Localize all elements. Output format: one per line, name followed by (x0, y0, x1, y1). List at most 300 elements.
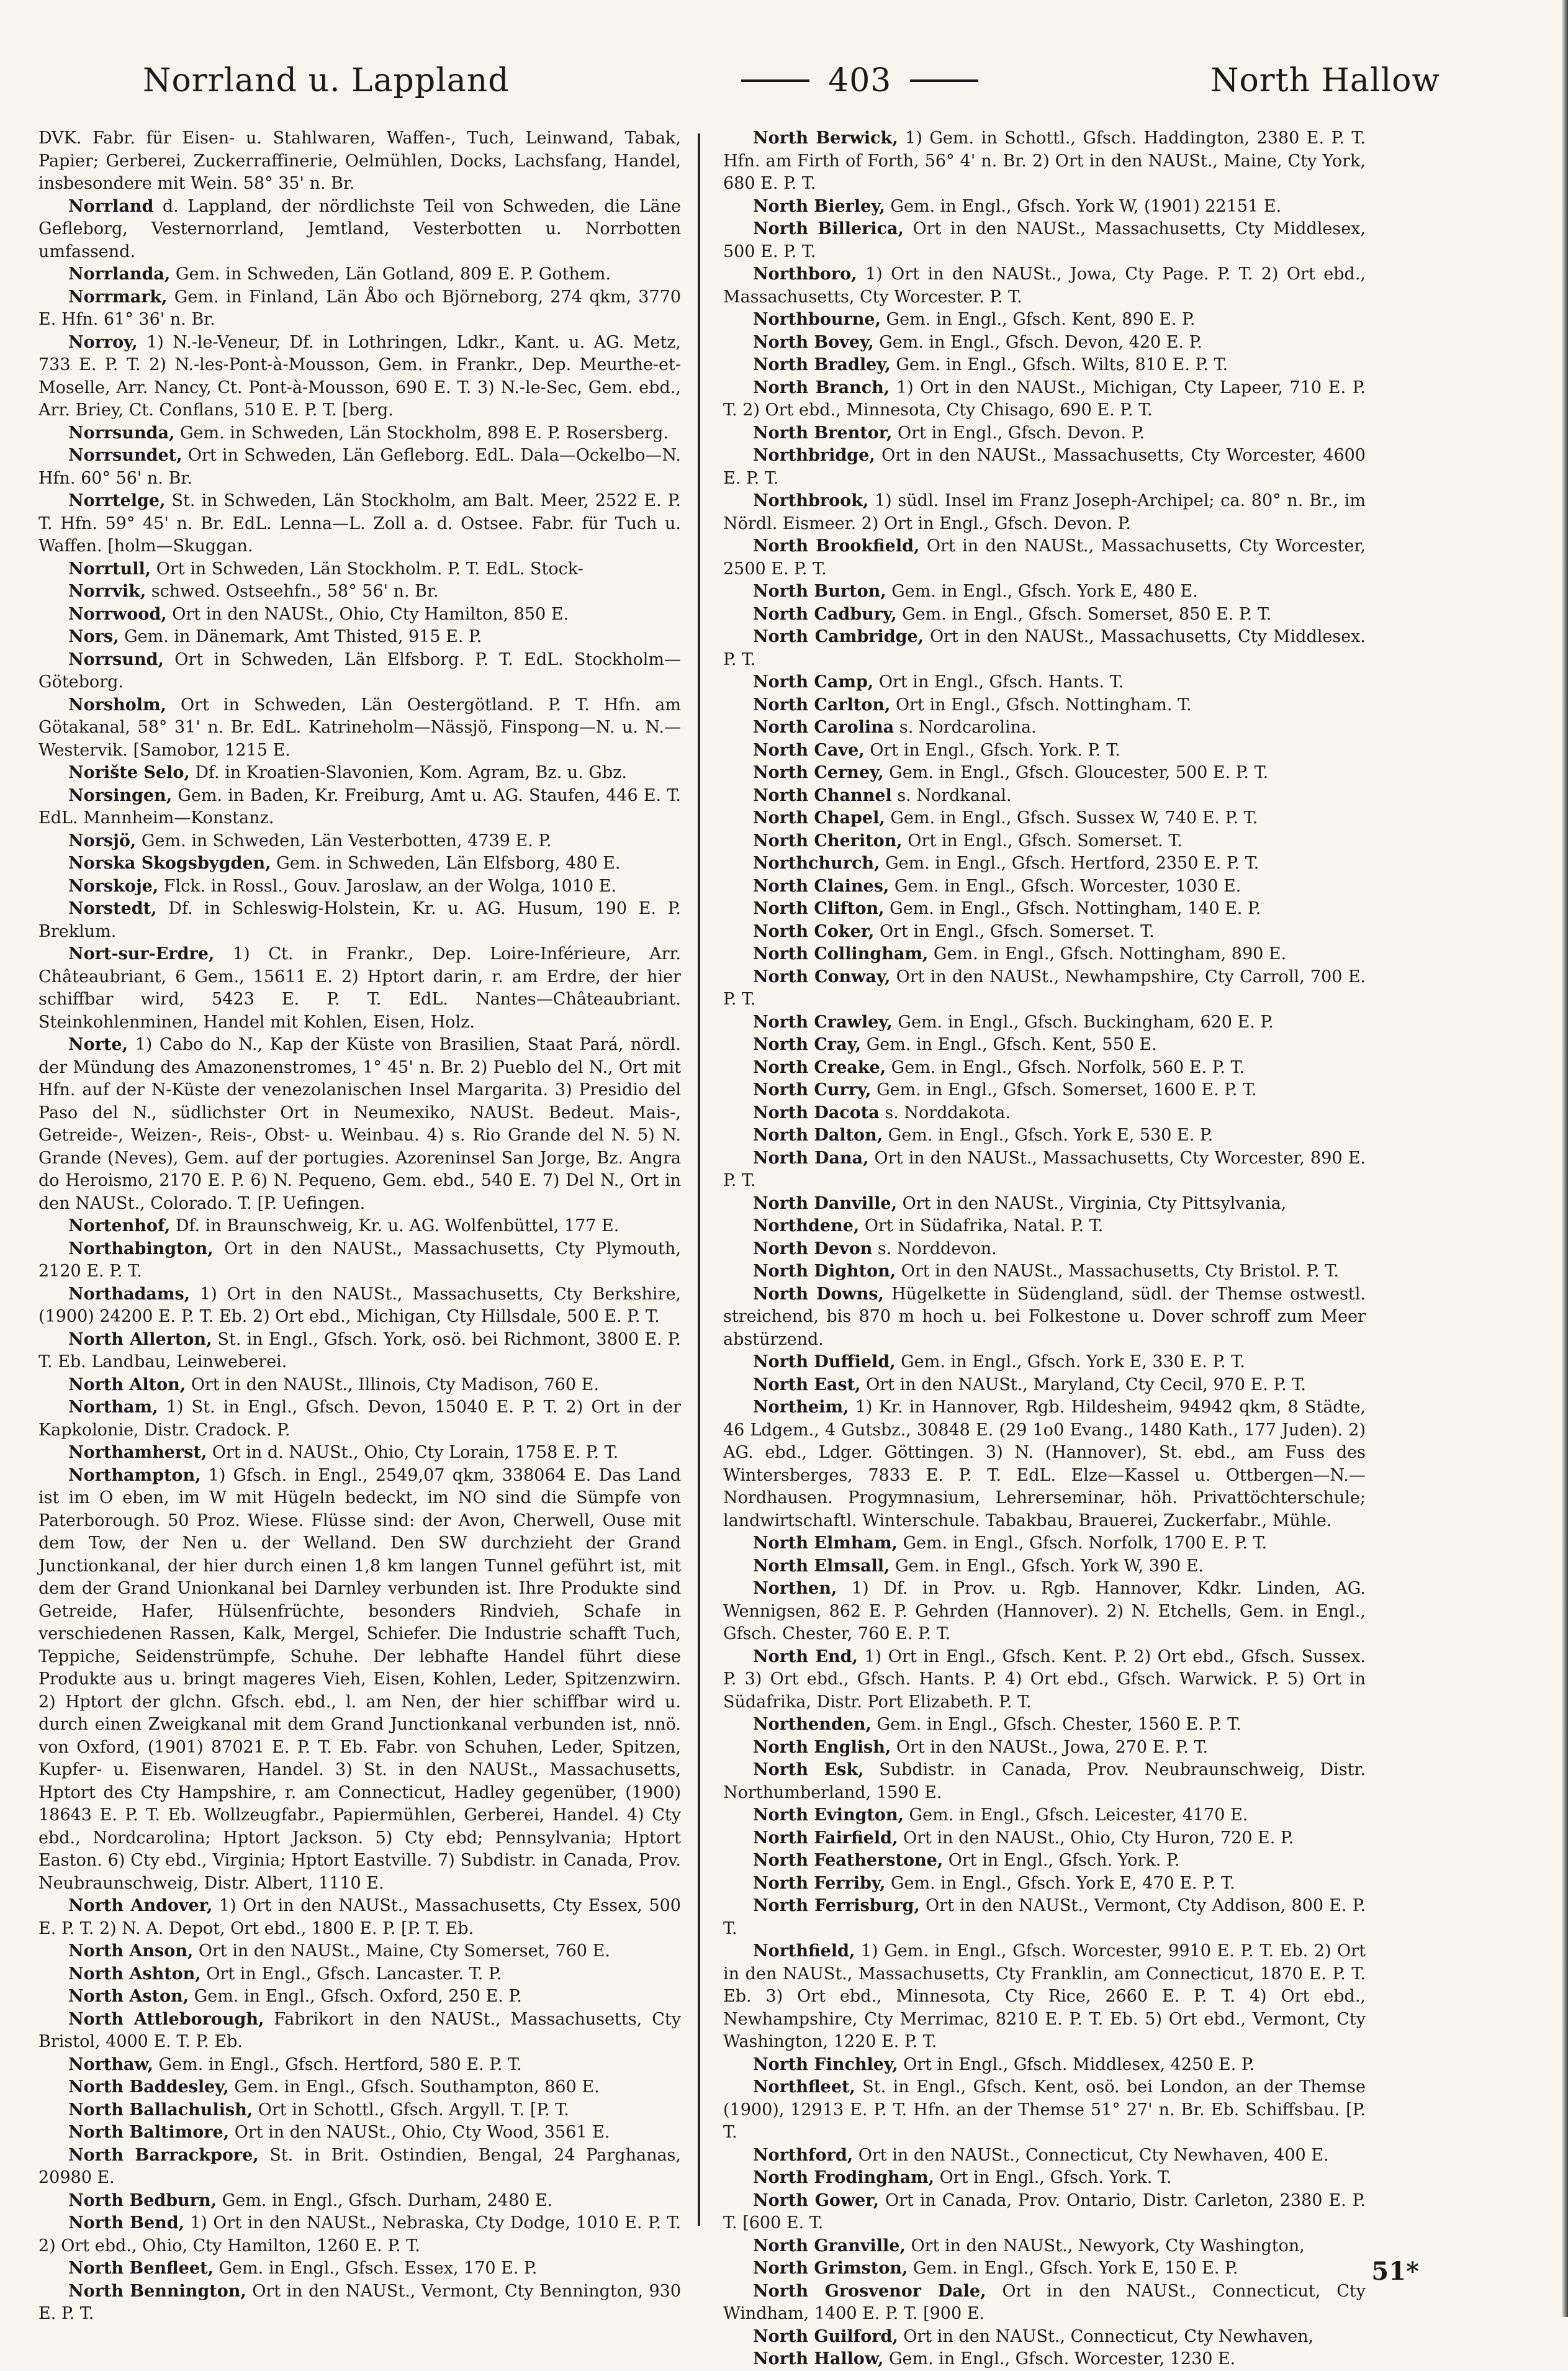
dictionary-entry (723, 1827, 1366, 1850)
dictionary-entry (723, 1011, 1366, 1034)
entry-text: Gem. in Engl., Gfsch. Norfolk, 1700 E. P. T. (897, 1533, 1268, 1553)
entry-headword: Norstedt, (68, 899, 157, 918)
dictionary-entry (723, 309, 1366, 332)
entry-text: Ort in Engl., Gfsch. Nottingham. T. (890, 695, 1192, 715)
entry-text: Gem. in Engl., Gfsch. Sussex W, 740 E. P. T. (885, 808, 1258, 828)
entry-text: Gem. in Engl., Gfsch. Hertford, 580 E. P. T. (153, 2054, 522, 2074)
entry-headword: Northeim, (753, 1398, 849, 1417)
dictionary-entry (723, 580, 1366, 603)
entry-headword: Northamherst, (68, 1443, 207, 1462)
entry-text: 1) Ort in den NAUSt., Massachusetts, Cty Essex, 500 E. P. T. 2) N. A. Depot, Ort ebd., 1800 E. P. [P. T. Eb. (38, 1896, 681, 1938)
dictionary-entry (38, 332, 681, 422)
entry-text: Ort in den NAUSt., Virginia, Cty Pittsylvania, (897, 1193, 1287, 1213)
entry-text: Ort in Engl., Gfsch. York. P. (943, 1851, 1180, 1870)
dictionary-entry (723, 2348, 1366, 2371)
entry-headword: North English, (753, 1737, 891, 1757)
entry-headword: North Dacota (753, 1103, 880, 1122)
entry-text: Ort in den NAUSt., Massachusetts, Cty Middlesex, 500 E. P. T. (723, 219, 1366, 261)
entry-headword: North Berwick, (753, 129, 898, 148)
dictionary-entry (38, 830, 681, 853)
dictionary-entry (723, 921, 1366, 944)
entry-text: Ort in Engl., Gfsch. Somerset. T. (902, 831, 1183, 851)
entry-headword: North Brookfield, (753, 536, 920, 556)
dictionary-entry (723, 1646, 1366, 1714)
entry-headword: North Cambridge, (753, 627, 924, 646)
dictionary-entry (723, 1578, 1366, 1646)
entry-text: Gem. in Engl., Gfsch. York E, 470 E. P. T. (885, 1873, 1235, 1893)
sheet-signature: 51* (1371, 2257, 1419, 2286)
entry-headword: Northabington, (68, 1239, 214, 1258)
dictionary-entry (38, 852, 681, 875)
dictionary-entry (723, 898, 1366, 921)
entry-headword: Northampton, (68, 1465, 201, 1485)
dictionary-entry (723, 694, 1366, 717)
entry-headword: North Baddesley, (68, 2077, 229, 2097)
dictionary-entry (38, 2054, 681, 2077)
entry-headword: North Crawley, (753, 1012, 893, 1032)
dictionary-entry (723, 830, 1366, 853)
dictionary-entry (38, 1963, 681, 1986)
entry-headword: North Downs, (753, 1284, 884, 1304)
entry-headword: North Featherstone, (753, 1851, 944, 1870)
entry-text: Gem. in Engl., Gfsch. Worcester, 1030 E. (889, 876, 1241, 896)
entry-text: schwed. Ostseehfn., 58° 56' n. Br. (146, 582, 439, 601)
entry-text: Ort in Engl., Gfsch. Hants. T. (873, 672, 1124, 692)
entry-text: Ort in Schweden, Län Elfsborg. P. T. EdL. Stockholm—Göteborg. (38, 649, 681, 692)
dictionary-entry (38, 2121, 681, 2144)
dictionary-entry (723, 716, 1366, 739)
dictionary-entry (723, 2326, 1366, 2349)
entry-text: Ort in den NAUSt., Vermont, Cty Addison, 800 E. P. T. (723, 1896, 1366, 1938)
dictionary-entry (723, 785, 1366, 808)
entry-text: 1) Ort in den NAUSt., Jowa, Cty Page. P. T. 2) Ort ebd., Massachusetts, Cty Worcester. P. T. (723, 264, 1366, 307)
page-header (143, 53, 1440, 109)
entry-headword: North Collingham, (753, 944, 929, 964)
dictionary-entry (723, 2280, 1366, 2326)
entry-text: s. Norddakota. (879, 1103, 1011, 1122)
header-center (723, 62, 997, 99)
dictionary-entry (723, 1895, 1366, 1940)
entry-text: Ort in Schweden, Län Gefleborg. EdL. Dala—Ockelbo—N. Hfn. 60° 56' n. Br. (38, 446, 681, 488)
entry-headword: North Coker, (753, 921, 875, 941)
dictionary-entry (38, 2076, 681, 2099)
entry-text: Gem. in Schweden, Län Gotland, 809 E. P. Gothem. (170, 264, 611, 284)
dictionary-entry (723, 1260, 1366, 1283)
entry-headword: Northen, (753, 1579, 837, 1598)
entry-text: Gem. in Dänemark, Amt Thisted, 915 E. P. (119, 627, 482, 646)
entry-headword: North Duffield, (753, 1352, 896, 1371)
dictionary-entry (723, 1079, 1366, 1102)
dictionary-entry (723, 875, 1366, 898)
header-dash-left (741, 79, 809, 82)
entry-headword: North Frodingham, (753, 2168, 935, 2187)
dictionary-entry (38, 1396, 681, 1442)
entry-text: Ort in Engl., Gfsch. Middlesex, 4250 E. P. (898, 2054, 1255, 2074)
column-divider (698, 133, 700, 2226)
dictionary-entry (723, 2257, 1366, 2280)
entry-text: Ort in den NAUSt., Ohio, Cty Hamilton, 850 E. (166, 604, 569, 624)
entry-headword: North Devon (753, 1239, 873, 1258)
entry-headword: North Guilford, (753, 2326, 898, 2346)
entry-text: Gem. in Engl., Gfsch. York E, 480 E. (886, 582, 1198, 601)
entry-text: Df. in Braunschweig, Kr. u. AG. Wolfenbüttel, 177 E. (170, 1216, 620, 1235)
entry-headword: North Allerton, (68, 1329, 212, 1349)
entry-headword: North Aston, (68, 1987, 189, 2006)
entry-headword: North Brentor, (753, 423, 893, 443)
dictionary-entry (723, 603, 1366, 626)
entry-headword: North Bend, (68, 2213, 185, 2233)
dictionary-entry (38, 2257, 681, 2280)
entry-text: Ort in den NAUSt., Massachusetts, Cty Worcester, 2500 E. P. T. (723, 536, 1366, 579)
entry-text: Gem. in Engl., Gfsch. Kent, 890 E. P. (880, 310, 1196, 329)
entry-text: Gem. in Engl., Gfsch. York W, 390 E. (890, 1556, 1204, 1576)
entry-text: Gem. in Engl., Gfsch. Norfolk, 560 E. P. T. (886, 1057, 1245, 1077)
entry-text: Ort in den NAUSt., Massachusetts, Cty Middlesex. P. T. (723, 627, 1366, 669)
dictionary-entry (38, 2212, 681, 2257)
entry-headword: Northdene, (753, 1216, 860, 1235)
entry-text: Gem. in Engl., Gfsch. Durham, 2480 E. (217, 2190, 553, 2210)
entry-text: St. in Brit. Ostindien, Bengal, 24 Parghanas, 20980 E. (38, 2145, 681, 2187)
dictionary-entry (723, 1034, 1366, 1057)
entry-headword: North Grosvenor Dale, (753, 2281, 986, 2301)
entry-text: Gem. in Engl., Gfsch. Hertford, 2350 E. P. T. (880, 854, 1259, 873)
entry-text: Ort in Canada, Prov. Ontario, Distr. Carleton, 2380 E. P. T. [600 E. T. (723, 2190, 1366, 2233)
entry-text: Ort in den NAUSt., Illinois, Cty Madison, 760 E. (186, 1375, 599, 1394)
entry-text: Ort in Engl., Gfsch. Lancaster. T. P. (201, 1964, 502, 1984)
entry-text: Subdistr. in Canada, Prov. Neubraunschweig, Distr. Northumberland, 1590 E. (723, 1760, 1366, 1802)
entry-headword: Norrmark, (68, 287, 168, 307)
entry-headword: Norište Selo, (68, 763, 190, 782)
entry-headword: North End, (753, 1646, 858, 1666)
entry-headword: Norrtull, (68, 559, 151, 579)
entry-text: Gem. in Engl., Gfsch. Devon, 420 E. P. (873, 332, 1202, 352)
dictionary-entry (38, 1329, 681, 1374)
entry-headword: North Billerica, (753, 219, 904, 238)
dictionary-entry (723, 966, 1366, 1011)
entry-headword: North Attleborough, (68, 2009, 264, 2029)
entry-text: 1) Ort in Engl., Gfsch. Kent. P. 2) Ort ebd., Gfsch. Sussex. P. 3) Ort ebd., Gfsch. Hants. P. 4) Ort ebd., Gfsch. Warwick. P. 5) Ort in Südafrika, Distr. Port Elizabeth. P. T. (723, 1646, 1366, 1712)
entry-text: Ort in den NAUSt., Massachusetts, Cty Worcester, 890 E. P. T. (723, 1148, 1366, 1190)
entry-text: Ort in Engl., Gfsch. York. P. T. (864, 740, 1120, 760)
dictionary-entry (38, 603, 681, 626)
dictionary-entry (723, 1193, 1366, 1216)
dictionary-entry (38, 1034, 681, 1215)
dictionary-entry (723, 127, 1366, 196)
entry-text: Ort in den NAUSt., Maine, Cty Somerset, 760 E. (193, 1941, 610, 1961)
entry-text: Ort in den NAUSt., Ohio, Cty Huron, 720 E. P. (898, 1828, 1294, 1848)
entry-text: Gem. in Schweden, Län Vesterbotten, 4739 E. P. (136, 831, 552, 851)
entry-headword: North Bedburn, (68, 2190, 217, 2210)
entry-headword: North Camp, (753, 672, 874, 692)
entry-text: Df. in Schleswig-Holstein, Kr. u. AG. Husum, 190 E. P. Breklum. (38, 899, 681, 941)
entry-headword: Norrsunda, (68, 423, 175, 443)
entry-headword: North Burton, (753, 582, 886, 601)
dictionary-entry (723, 943, 1366, 966)
dictionary-entry (723, 1532, 1366, 1555)
entry-headword: Norrsund, (68, 649, 164, 669)
entry-text: 1) N.-le-Veneur, Df. in Lothringen, Ldkr., Kant. u. AG. Metz, 733 E. P. T. 2) N.-les-Pont-à-Mousson, Gem. in Frankr., Dep. Meurthe-et-Moselle, Arr. Nancy, Ct. Pont-à-Mousson, 690 E. T. 3) N.-le-Sec, Gem. ebd., Arr. Briey, Ct. Conflans, 510 E. P. T. [berg. (38, 332, 681, 420)
dictionary-entry (723, 762, 1366, 785)
dictionary-entry (38, 898, 681, 943)
entry-text: Ort in Engl., Gfsch. York. T. (934, 2168, 1172, 2187)
entry-text: 1) Cabo do N., Kap der Küste von Brasilien, Staat Pará, nördl. der Mündung des Amazonenstromes, 1° 45' n. Br. 2) Pueblo del N., Ort mit Hfn. auf der N-Küste der venezolanischen Insel Margarita. 3) Presidio del Paso del N., südlichster Ort in Neumexiko, NAUSt. Bedeut. Mais-, Getreide-, Weizen-, Reis-, Obst- u. Weinbau. 4) s. Rio Grande del N. 5) N. Grande (Neves), Gem. auf der portugies. Azoreninsel San Jorge, Bz. Angra do Heroismo, 2170 E. P. 6) N. Pequeno, Gem. ebd., 540 E. 7) Del N., Ort in den NAUSt., Colorado. T. [P. Uefingen. (38, 1035, 681, 1213)
dictionary-entry (723, 354, 1366, 377)
dictionary-entry (38, 1985, 681, 2008)
dictionary-entry (723, 445, 1366, 490)
dictionary-entry (723, 218, 1366, 263)
entry-text: 1) südl. Insel im Franz Joseph-Archipel; ca. 80° n. Br., im Nördl. Eismeer. 2) Ort in Engl., Gfsch. Devon. P. (723, 491, 1366, 533)
entry-text: Ort in den NAUSt., Newhampshire, Cty Carroll, 700 E. P. T. (723, 967, 1366, 1009)
dictionary-entry (723, 2235, 1366, 2258)
dictionary-entry (723, 852, 1366, 875)
dictionary-entry (723, 1804, 1366, 1827)
entry-headword: North Creake, (753, 1057, 886, 1077)
entry-headword: North Bovey, (753, 332, 874, 352)
dictionary-entry (38, 649, 681, 694)
entry-headword: Northbourne, (753, 310, 881, 329)
entry-headword: Nors, (68, 627, 119, 646)
entry-headword: North Barrackpore, (68, 2145, 259, 2165)
entry-headword: North Conway, (753, 967, 891, 987)
dictionary-entry (38, 490, 681, 558)
dictionary-entry (38, 943, 681, 1034)
entry-headword: North Dighton, (753, 1262, 896, 1281)
entry-text: 1) Ort in den NAUSt., Michigan, Cty Lapeer, 710 E. P. T. 2) Ort ebd., Minnesota, Cty Chisago, 690 E. P. T. (723, 377, 1366, 420)
page-edge (1562, 0, 1568, 2317)
dictionary-entry (38, 263, 681, 286)
entry-headword: North Fairfield, (753, 1828, 898, 1848)
entry-headword: Norrsundet, (68, 446, 182, 465)
entry-text: Ort in den NAUSt., Massachusetts, Cty Worcester, 4600 E. P. T. (723, 446, 1366, 488)
entry-text: Gem. in Engl., Gfsch. York E, 330 E. P. T. (895, 1352, 1245, 1371)
dictionary-entry (723, 1555, 1366, 1578)
dictionary-entry (38, 762, 681, 785)
entry-text: Gem. in Engl., Gfsch. Oxford, 250 E. P. (189, 1987, 522, 2006)
entry-headword: Northford, (753, 2145, 854, 2165)
dictionary-entry (723, 490, 1366, 535)
entry-headword: Norroy, (68, 332, 138, 352)
entry-text: Flck. in Rossl., Gouv. Jaroslaw, an der Wolga, 1010 E. (158, 876, 617, 896)
entry-text: 1) Ort in den NAUSt., Massachusetts, Cty Berkshire, (1900) 24200 E. P. T. Eb. 2) Ort ebd., Michigan, Cty Hillsdale, 500 E. P. T. (38, 1284, 681, 1326)
dictionary-entry (723, 263, 1366, 309)
left-column (38, 127, 682, 2323)
entry-text: Ort in den NAUSt., Connecticut, Cty Newhaven, 400 E. (853, 2145, 1329, 2165)
dictionary-entry (723, 1736, 1366, 1759)
entry-text: St. in Engl., Gfsch. York, osö. bei Richmont, 3800 E. P. T. Eb. Landbau, Leinweberei. (38, 1329, 681, 1371)
entry-headword: Norsjö, (68, 831, 137, 851)
entry-text: Ort in den NAUSt., Ohio, Cty Wood, 3561 E. (229, 2123, 610, 2142)
entry-headword: Norsholm, (68, 695, 166, 715)
dictionary-entry (38, 1374, 681, 1397)
entry-text: 1) Ort in den NAUSt., Nebraska, Cty Dodge, 1010 E. P. T. 2) Ort ebd., Ohio, Cty Hamilton, 1260 E. P. T. (38, 2213, 681, 2256)
entry-text: Gem. in Schweden, Län Stockholm, 898 E. P. Rosersberg. (174, 423, 669, 443)
entry-headword: Nortenhof, (68, 1216, 171, 1235)
entry-text: Ort in den NAUSt., Vermont, Cty Bennington, 930 E. P. T. (38, 2281, 682, 2323)
entry-text: 1) Gfsch. in Engl., 2549,07 qkm, 338064 E. Das Land ist im O eben, im W mit Hügeln bedeckt, im NO sind die Sümpfe von Paterborough. 50 Proz. Wiese. Flüsse sind: der Avon, Cherwell, Ouse mit dem Tow, der Nen u. der Welland. Den SW durchzieht der Grand Junctionkanal, der hier durch einen 1,8 km langen Tunnel geführt ist, mit dem der Grand Unionkanal bei Darnley verbunden ist. Ihre Produkte sind Getreide, Hafer, Hülsenfrüchte, besonders Rindvieh, Schafe in verschiedenen Rassen, Kalk, Mergel, Schiefer. Die Industrie schafft Tuch, Teppiche, Seidenstrümpfe, Schuhe. Der lebhafte Handel führt diese Produkte aus u. bringt mageres Vieh, Eisen, Kohlen, Leder, Spitzenzwirn. 2) Hptort der glchn. Gfsch. ebd., l. am Nen, der hier schiffbar wird u. durch einen Zweigkanal mit dem Grand Junctionkanal verbunden ist, nnö. von Oxford, (1901) 87021 E. P. T. Eb. Fabr. von Schuhen, Leder, Spitzen, Kupfer- u. Eisenwaren, Handel. 3) St. in den NAUSt., Massachusetts, Hptort des Cty Hampshire, r. am Connecticut, Hadley gegenüber, (1900) 18643 E. P. T. Eb. Wollzeugfabr., Papiermühlen, Gerberei, Handel. 4) Cty ebd., Nordcarolina; Hptort Jackson. 5) Cty ebd; Pennsylvania; Hptort Easton. 6) Cty ebd., Virginia; Hptort Eastville. 7) Subdistr. in Canada, Prov. Neubraunschweig, Distr. Albert, 1110 E. (38, 1465, 681, 1893)
entry-headword: North Hallow, (753, 2349, 884, 2369)
dictionary-entry (38, 626, 681, 649)
dictionary-entry (723, 1872, 1366, 1895)
entry-text: Gem. in Engl., Gfsch. Somerset, 1600 E. P. T. (871, 1080, 1257, 1100)
dictionary-entry (723, 1759, 1366, 1804)
entry-headword: North Cerney, (753, 763, 884, 782)
dictionary-entry (723, 1374, 1366, 1397)
entry-headword: Northboro, (753, 264, 857, 284)
entry-text: Gem. in Engl., Gfsch. Gloucester, 500 E. P. T. (883, 763, 1269, 782)
entry-text: Ort in den NAUSt., Connecticut, Cty Windham, 1400 E. P. T. [900 E. (723, 2281, 1366, 2323)
dictionary-entry (723, 1215, 1366, 1238)
dictionary-entry (723, 671, 1366, 694)
dictionary-entry (38, 1895, 681, 1940)
entry-headword: North Anson, (68, 1941, 194, 1961)
entry-headword: Northenden, (753, 1715, 872, 1734)
entry-headword: Norska Skogsbygden, (68, 854, 271, 873)
dictionary-entry (723, 2054, 1366, 2077)
entry-text: Gem. in Engl., Gfsch. Nottingham, 890 E. (928, 944, 1287, 964)
dictionary-entry (723, 2076, 1366, 2144)
entry-text: DVK. Fabr. für Eisen- u. Stahlwaren, Waffen-, Tuch, Leinwand, Tabak, Papier; Gerberei, Zuckerraffinerie, Oelmühlen, Docks, Lachsfang, Handel, insbesondere mit Wein. 58° 35' n. Br. (38, 129, 681, 193)
dictionary-entry (723, 535, 1366, 580)
page-number: 403 (828, 62, 892, 99)
entry-text: Ort in Südafrika, Natal. P. T. (859, 1216, 1104, 1235)
dictionary-entry (38, 1215, 681, 1238)
entry-headword: North Danville, (753, 1193, 897, 1213)
entry-headword: North Cheriton, (753, 831, 903, 851)
entry-headword: North East, (753, 1375, 861, 1394)
dictionary-entry (723, 422, 1366, 445)
dictionary-entry (38, 2008, 681, 2054)
entry-headword: North Andover, (68, 1896, 213, 1915)
entry-text: Gem. in Engl., Gfsch. Leicester, 4170 E. (903, 1805, 1248, 1825)
entry-text: 1) Kr. in Hannover, Rgb. Hildesheim, 94942 qkm, 8 Städte, 46 Ldgem., 4 Gutsbz., 30848 E. (29 1o0 Evang., 1480 Kath., 177 Juden). 2) AG. ebd., Ldger. Göttingen. 3) N. (Hannover), St. ebd., am Fuss des Wintersberges, 7833 E. P. T. EdL. Elze—Kassel u. Ottbergen—N.—Nordhausen. Progymnasium, Lehrerseminar, höh. Privattöchterschule; landwirtschaftl. Winterschule. Tabakbau, Brauerei, Zuckerfabr., Mühle. (723, 1398, 1366, 1530)
entry-headword: North Granville, (753, 2236, 906, 2256)
entry-headword: North Esk, (753, 1760, 864, 1779)
entry-text: St. in Engl., Gfsch. Kent, osö. bei London, an der Themse (1900), 12913 E. P. T. Hfn. an der Themse 51° 27' n. Br. Eb. Schiffsbau. [P. T. (723, 2077, 1366, 2142)
entry-headword: Nort-sur-Erdre, (68, 944, 215, 964)
dictionary-entry (723, 332, 1366, 355)
entry-text: Ort in Engl., Gfsch. Devon. P. (892, 423, 1145, 443)
entry-headword: North Chapel, (753, 808, 885, 828)
entry-text: 1) Gem. in Schottl., Gfsch. Haddington, 2380 E. P. T. Hfn. am Firth of Forth, 56° 4' n. Br. 2) Ort in den NAUSt., Maine, Cty York, 680 E. P. T. (723, 129, 1366, 193)
dictionary-entry (38, 2099, 681, 2122)
entry-headword: North Ferriby, (753, 1873, 886, 1893)
dictionary-entry (38, 1442, 681, 1465)
dictionary-entry (723, 2167, 1366, 2190)
dictionary-entry (723, 196, 1366, 219)
entry-headword: Northam, (68, 1398, 158, 1417)
dictionary-entry (38, 2280, 681, 2326)
entry-text: Gem. in Engl., Gfsch. Somerset, 850 E. P. T. (896, 604, 1272, 624)
dictionary-entry (38, 875, 681, 898)
entry-text: Ort in Schweden, Län Oestergötland. P. T. Hfn. am Götakanal, 58° 31' n. Br. EdL. Katrineholm—Nässjö, Finspong—N. u. N.—Westervik. [Samobor, 1215 E. (38, 695, 681, 760)
entry-text: 1) Gem. in Engl., Gfsch. Worcester, 9910 E. P. T. Eb. 2) Ort in den NAUSt., Massachusetts, Cty Franklin, am Connecticut, 1870 E. P. T. Eb. 3) Ort ebd., Minnesota, Cty Rice, 2660 E. P. T. 4) Ort ebd., Newhampshire, Cty Merrimac, 8210 E. P. T. Eb. 5) Ort ebd., Vermont, Cty Washington, 1220 E. P. T. (723, 1941, 1366, 2051)
entry-text: Ort in Schottl., Gfsch. Argyll. T. [P. T. (253, 2100, 569, 2120)
dictionary-entry (38, 694, 681, 762)
dictionary-entry (38, 558, 681, 581)
entry-headword: Northadams, (68, 1284, 191, 1304)
entry-headword: North Ashton, (68, 1964, 201, 1984)
entry-headword: North Carolina (753, 718, 894, 737)
entry-headword: North Cadbury, (753, 604, 897, 624)
entry-text: Gem. in Baden, Kr. Freiburg, Amt u. AG. Staufen, 446 E. T. EdL. Mannheim—Konstanz. (38, 785, 681, 828)
dictionary-entry (723, 1849, 1366, 1872)
dictionary-entry (38, 196, 681, 264)
entry-text: St. in Schweden, Län Stockholm, am Balt. Meer, 2522 E. P. T. Hfn. 59° 45' n. Br. EdL. Lenna—L. Zoll a. d. Ostsee. Fabr. für Tuch u. Waffen. [holm—Skuggan. (38, 491, 681, 556)
right-column (723, 127, 1366, 2369)
dictionary-entry (723, 807, 1366, 830)
entry-text: Gem. in Engl., Gfsch. Kent, 550 E. (861, 1035, 1157, 1054)
entry-headword: Northfleet, (753, 2077, 855, 2097)
entry-headword: North Cray, (753, 1035, 862, 1054)
dictionary-entry (38, 580, 681, 603)
entry-headword: North Finchley, (753, 2054, 898, 2074)
entry-headword: North Bradley, (753, 355, 891, 374)
dictionary-entry (723, 1940, 1366, 2054)
entry-text: 1) St. in Engl., Gfsch. Devon, 15040 E. P. T. 2) Ort in der Kapkolonie, Distr. Cradock. P. (38, 1398, 681, 1440)
entry-headword: Northbrook, (753, 491, 869, 510)
entry-headword: North Grimston, (753, 2259, 908, 2278)
entry-headword: North Dana, (753, 1148, 869, 1168)
entry-headword: North Ballachulish, (68, 2100, 253, 2120)
entry-text: Fabrikort in den NAUSt., Massachusetts, Cty Bristol, 4000 E. T. P. Eb. (38, 2009, 681, 2051)
entry-headword: Norrtelge, (68, 491, 166, 510)
entry-text: Ort in den NAUSt., Maryland, Cty Cecil, 970 E. P. T. (860, 1375, 1306, 1394)
entry-headword: Norskoje, (68, 876, 159, 896)
entry-text: Gem. in Engl., Gfsch. Nottingham, 140 E. P. (884, 899, 1261, 918)
header-dash-right (910, 79, 978, 82)
dictionary-entry (723, 2190, 1366, 2235)
dictionary-entry (38, 1465, 681, 1895)
entry-text: Ort in den NAUSt., Jowa, 270 E. P. T. (891, 1737, 1209, 1757)
entry-headword: North Alton, (68, 1375, 186, 1394)
dictionary-entry (723, 377, 1366, 422)
entry-headword: Northfield, (753, 1941, 855, 1961)
entry-text: s. Nordkanal. (891, 785, 1012, 805)
entry-headword: North Claines, (753, 876, 890, 896)
entry-text: Ort in Engl., Gfsch. Somerset. T. (874, 921, 1155, 941)
dictionary-entry (723, 1124, 1366, 1147)
entry-headword: North Evington, (753, 1805, 904, 1825)
entry-text: Gem. in Engl., Gfsch. Worcester, 1230 E. (883, 2349, 1236, 2369)
entry-text: Hügelkette in Südengland, südl. der Themse ostwestl. streichend, bis 870 m hoch u. bei Folkestone u. Dover schroff zum Meer abstürzend. (723, 1284, 1366, 1349)
entry-headword: North Carlton, (753, 695, 891, 715)
entry-text: 1) Ct. in Frankr., Dep. Loire-Inférieure, Arr. Châteaubriant, 6 Gem., 15611 E. 2) Hptort darin, r. am Erdre, der hier schiffbar wird, 5423 E. P. T. EdL. Nantes—Châteaubriant. Steinkohlenminen, Handel mit Kohlen, Eisen, Holz. (38, 944, 681, 1032)
dictionary-entry (723, 1057, 1366, 1080)
dictionary-entry (38, 127, 681, 196)
entry-headword: North Channel (753, 785, 892, 805)
entry-headword: Norrvik, (68, 582, 146, 601)
entry-headword: North Dalton, (753, 1126, 883, 1145)
entry-headword: Norte, (68, 1035, 128, 1054)
dictionary-entry (38, 2144, 681, 2190)
entry-headword: North Benfleet, (68, 2259, 214, 2278)
entry-text: Gem. in Engl., Gfsch. Buckingham, 620 E. P. (892, 1012, 1274, 1032)
entry-headword: North Branch, (753, 377, 890, 397)
entry-headword: North Elmsall, (753, 1556, 890, 1576)
dictionary-entry (723, 1714, 1366, 1736)
entry-text: Ort in den NAUSt., Massachusetts, Cty Bristol. P. T. (896, 1262, 1339, 1281)
entry-text: s. Norddevon. (872, 1239, 997, 1258)
dictionary-entry (38, 1940, 681, 1963)
entry-text: Ort in Schweden, Län Stockholm. P. T. EdL. Stock- (151, 559, 583, 579)
dictionary-entry (723, 1238, 1366, 1261)
dictionary-entry (38, 2190, 681, 2213)
entry-text: Gem. in Schweden, Län Elfsborg, 480 E. (271, 854, 621, 873)
dictionary-entry (723, 626, 1366, 671)
entry-text: Gem. in Engl., Gfsch. York E, 150 E. P. (908, 2259, 1238, 2278)
entry-text: Gem. in Finland, Län Åbo och Björneborg, 274 qkm, 3770 E. Hfn. 61° 36' n. Br. (38, 287, 681, 329)
entry-text: d. Lappland, der nördlichste Teil von Schweden, die Läne Gefleborg, Vesternorrland, Jemtland, Vesterbotten u. Norrbotten umfassend. (38, 196, 681, 261)
